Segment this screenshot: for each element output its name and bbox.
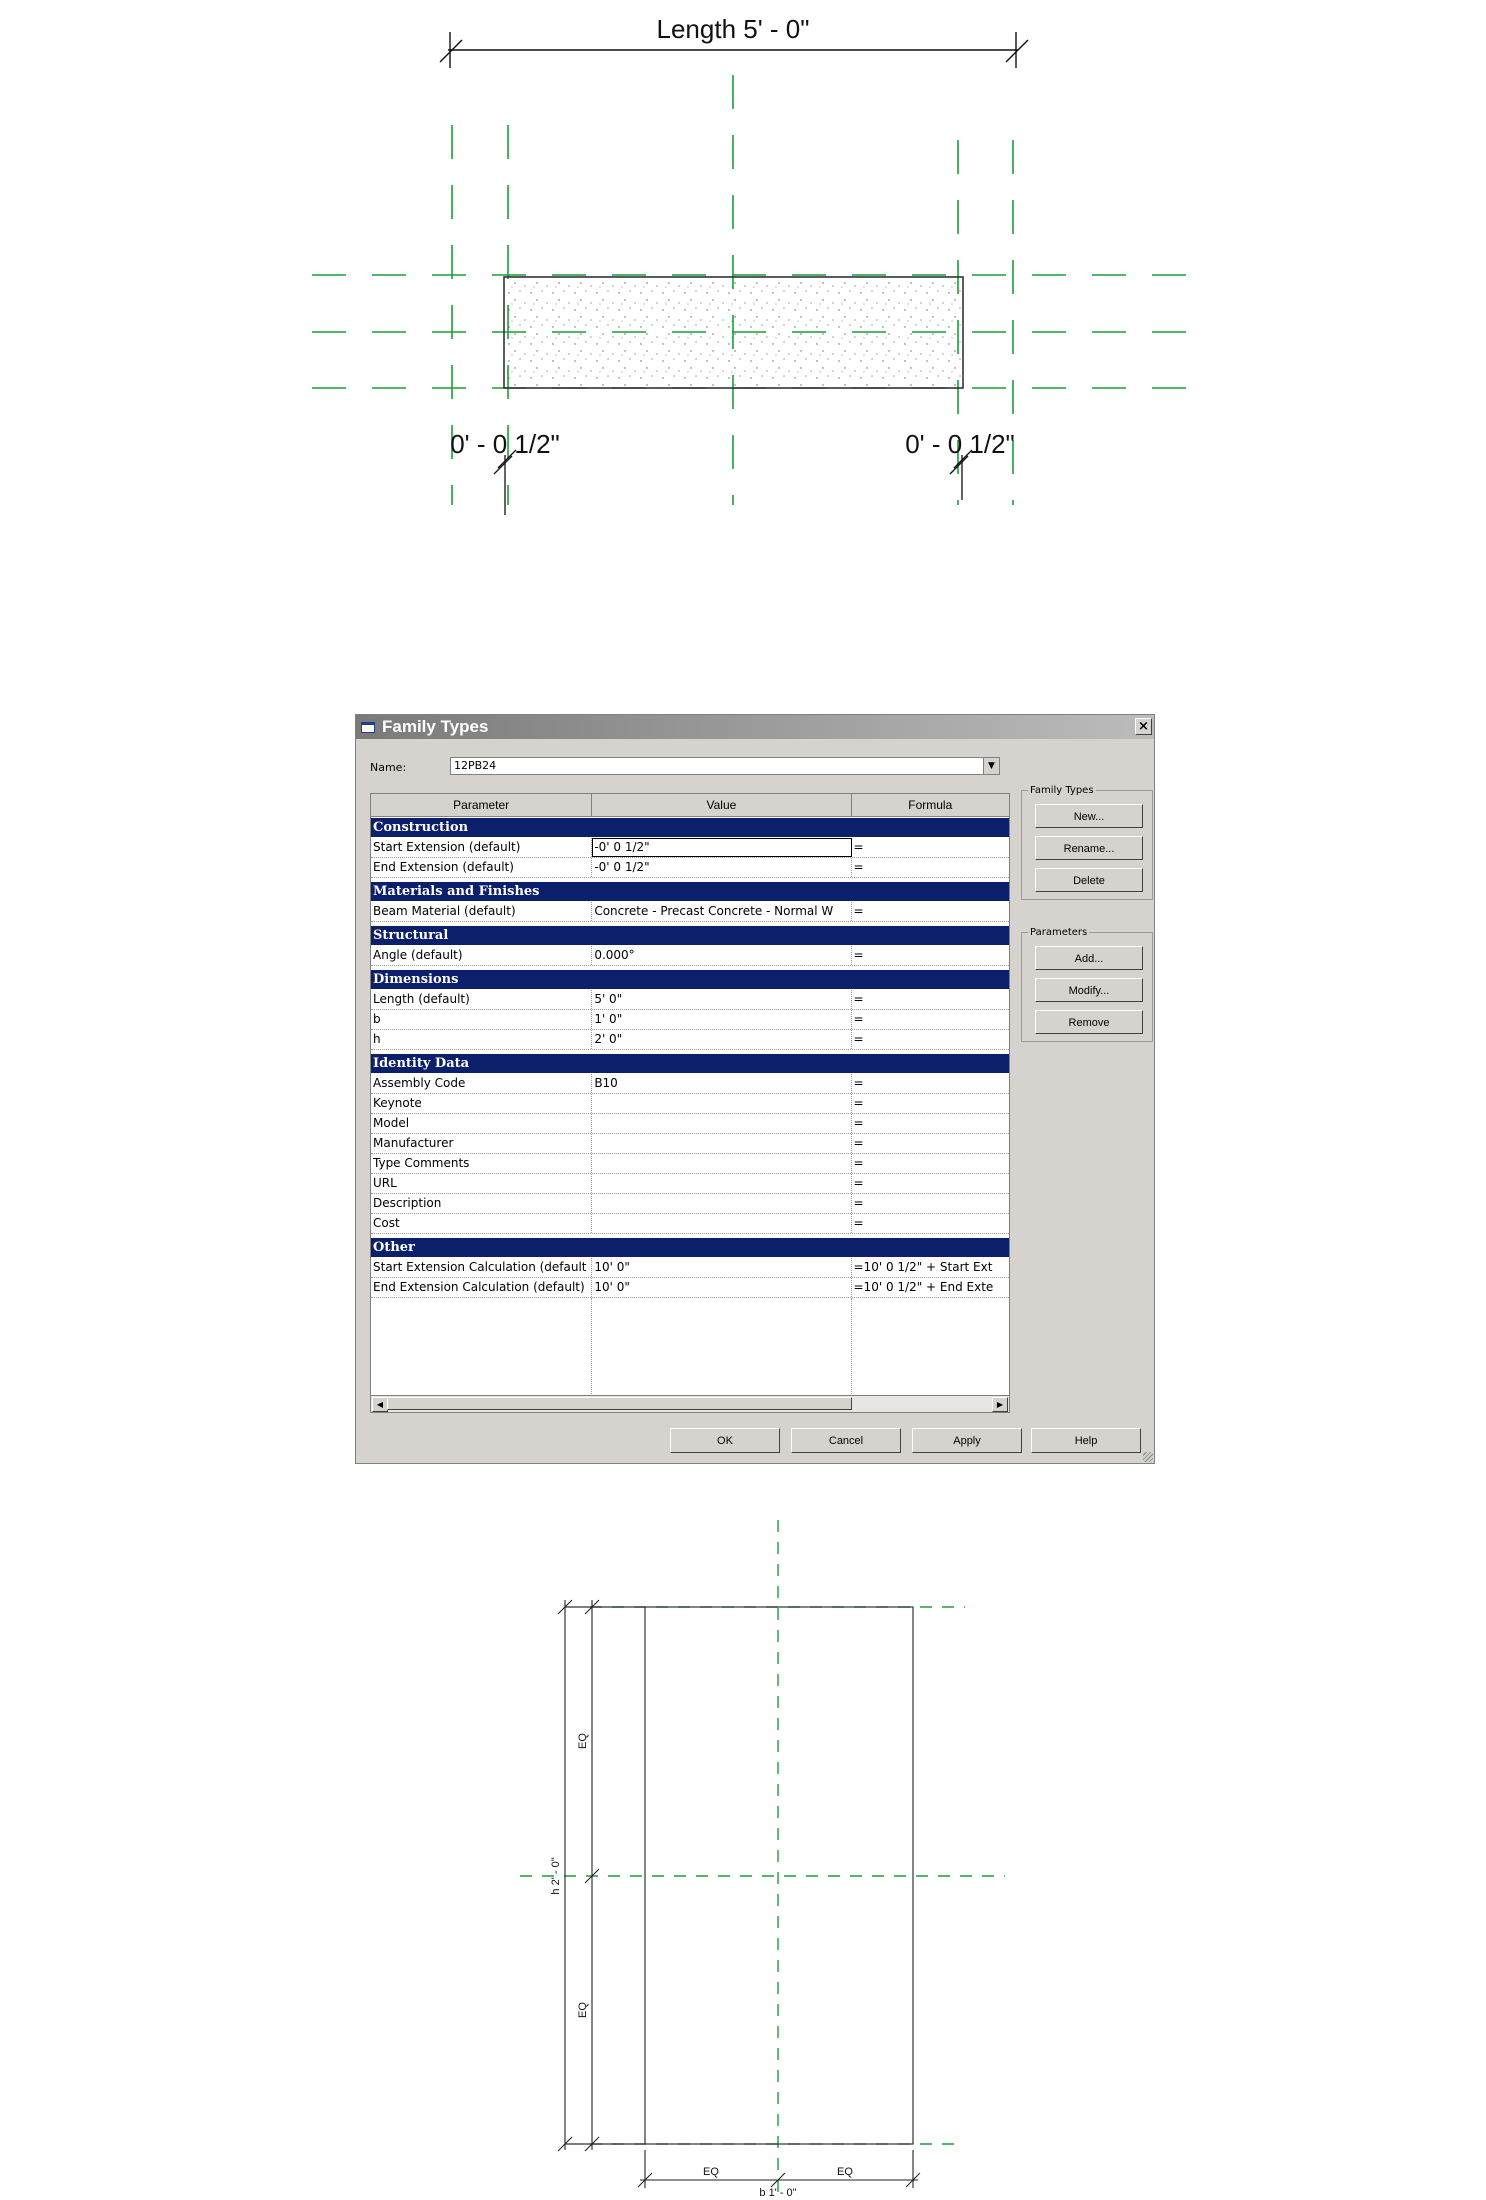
name-value: 12PB24	[454, 759, 497, 772]
value-cell[interactable]	[592, 1094, 851, 1113]
parameter-grid	[370, 793, 1010, 1413]
param-cell: Assembly Code	[371, 1074, 592, 1093]
scroll-right-icon[interactable]: ▶	[992, 1397, 1008, 1412]
formula-cell[interactable]: =	[853, 1032, 864, 1046]
param-cell: Type Comments	[371, 1154, 592, 1173]
value-cell[interactable]	[592, 1174, 851, 1193]
eq-left-label: EQ	[703, 2166, 719, 2178]
width-dimensions	[638, 2150, 920, 2188]
parameters-legend: Parameters	[1030, 927, 1088, 938]
param-cell: URL	[371, 1174, 592, 1193]
horizontal-scrollbar[interactable]	[371, 1395, 1009, 1412]
parameters-group	[1021, 927, 1153, 1042]
delete-type-button[interactable]: Delete	[1035, 868, 1143, 892]
scroll-left-icon[interactable]: ◀	[372, 1397, 388, 1412]
param-cell: End Extension (default)	[371, 858, 592, 877]
dialog-title: Family Types	[382, 717, 489, 736]
window-icon	[361, 722, 375, 733]
value-cell[interactable]: 10' 0"	[592, 1278, 851, 1297]
table-row[interactable]	[371, 1074, 1009, 1094]
formula-cell[interactable]: =	[853, 1136, 864, 1150]
param-cell: Cost	[371, 1214, 592, 1233]
table-row[interactable]	[371, 1030, 1009, 1050]
param-cell: End Extension Calculation (default)	[371, 1278, 592, 1297]
column-header-parameter[interactable]: Parameter	[371, 794, 592, 816]
add-parameter-button[interactable]: Add...	[1035, 946, 1143, 970]
table-row[interactable]	[371, 1194, 1009, 1214]
value-cell[interactable]: -0' 0 1/2"	[592, 858, 851, 877]
formula-cell[interactable]: =	[853, 1216, 864, 1230]
value-cell[interactable]: 2' 0"	[592, 1030, 851, 1049]
end-extension-label: 0' - 0 1/2"	[905, 429, 1015, 459]
table-row[interactable]	[371, 902, 1009, 922]
reference-planes	[520, 1520, 1005, 2200]
value-cell[interactable]: Concrete - Precast Concrete - Normal W	[592, 902, 851, 921]
scrollbar-thumb[interactable]	[387, 1397, 852, 1410]
title-bar[interactable]	[356, 715, 1154, 739]
h-dimension-label: h 2' - 0"	[550, 1857, 562, 1895]
section-view-drawing	[0, 1520, 1486, 2200]
param-cell: Start Extension Calculation (default	[371, 1258, 592, 1277]
table-row[interactable]	[371, 1278, 1009, 1298]
modify-parameter-button[interactable]: Modify...	[1035, 978, 1143, 1002]
table-row[interactable]	[371, 1010, 1009, 1030]
param-cell: b	[371, 1010, 592, 1029]
table-row[interactable]	[371, 1258, 1009, 1278]
param-cell: Start Extension (default)	[371, 838, 592, 857]
start-ext-dimension	[494, 450, 516, 515]
formula-cell[interactable]: =	[853, 904, 864, 918]
column-header-value[interactable]: Value	[592, 794, 851, 816]
value-cell[interactable]: 1' 0"	[592, 1010, 851, 1029]
value-cell[interactable]	[592, 1134, 851, 1153]
param-cell: Beam Material (default)	[371, 902, 592, 921]
table-row[interactable]	[371, 838, 1009, 858]
param-cell: Keynote	[371, 1094, 592, 1113]
value-cell[interactable]: B10	[592, 1074, 851, 1093]
grid-body	[371, 818, 1009, 1404]
chevron-down-icon[interactable]: ▼	[983, 758, 999, 774]
cancel-button[interactable]: Cancel	[791, 1428, 901, 1453]
value-cell[interactable]	[592, 1194, 851, 1213]
family-types-group	[1021, 785, 1153, 900]
formula-cell[interactable]: =10' 0 1/2" + Start Ext	[853, 1260, 993, 1274]
eq-lower-label: EQ	[577, 2002, 589, 2018]
close-button[interactable]: ×	[1135, 718, 1152, 735]
value-cell[interactable]	[592, 1114, 851, 1133]
param-cell: Description	[371, 1194, 592, 1213]
value-cell[interactable]	[592, 1154, 851, 1173]
beam-section	[504, 277, 963, 388]
group-header-identity[interactable]: Identity Data	[371, 1054, 1009, 1074]
table-row[interactable]	[371, 1134, 1009, 1154]
value-cell[interactable]: 0.000°	[592, 946, 851, 965]
plan-view-drawing	[0, 0, 1486, 560]
param-cell: Length (default)	[371, 990, 592, 1009]
grid-empty-area	[371, 1298, 1009, 1404]
value-cell[interactable]: -0' 0 1/2"	[592, 838, 851, 857]
formula-cell[interactable]: =	[853, 840, 864, 854]
value-cell[interactable]: 5' 0"	[592, 990, 851, 1009]
family-types-legend: Family Types	[1030, 785, 1094, 796]
empty-column	[371, 1298, 592, 1404]
formula-cell[interactable]: =	[853, 948, 864, 962]
table-row[interactable]	[371, 946, 1009, 966]
formula-cell[interactable]: =10' 0 1/2" + End Exte	[853, 1280, 994, 1294]
name-label: Name:	[370, 761, 407, 774]
value-cell[interactable]	[592, 1214, 851, 1233]
help-button[interactable]: Help	[1031, 1428, 1141, 1453]
formula-cell[interactable]: =	[853, 1196, 864, 1210]
remove-parameter-button[interactable]: Remove	[1035, 1010, 1143, 1034]
table-row[interactable]	[371, 990, 1009, 1010]
table-row[interactable]	[371, 1114, 1009, 1134]
group-header-construction[interactable]: Construction	[371, 818, 1009, 838]
formula-cell[interactable]: =	[853, 992, 864, 1006]
formula-cell[interactable]: =	[853, 1012, 864, 1026]
table-row[interactable]	[371, 1094, 1009, 1114]
param-cell: Angle (default)	[371, 946, 592, 965]
grid-header	[371, 794, 1009, 817]
param-cell: Manufacturer	[371, 1134, 592, 1153]
empty-column	[852, 1298, 1010, 1404]
length-label: Length 5' - 0"	[656, 14, 810, 44]
new-type-button[interactable]: New...	[1035, 804, 1143, 828]
group-header-dimensions[interactable]: Dimensions	[371, 970, 1009, 990]
eq-right-label: EQ	[837, 2166, 853, 2178]
group-header-structural[interactable]: Structural	[371, 926, 1009, 946]
table-row[interactable]	[371, 1214, 1009, 1234]
resize-grip-icon[interactable]	[1143, 1452, 1153, 1462]
eq-upper-label: EQ	[577, 1733, 589, 1749]
empty-column	[592, 1298, 851, 1404]
formula-cell[interactable]: =	[853, 1076, 864, 1090]
value-cell[interactable]: 10' 0"	[592, 1258, 851, 1277]
apply-button[interactable]: Apply	[912, 1428, 1022, 1453]
formula-cell[interactable]: =	[853, 1176, 864, 1190]
formula-cell[interactable]: =	[853, 1116, 864, 1130]
group-header-other[interactable]: Other	[371, 1238, 1009, 1258]
group-header-materials[interactable]: Materials and Finishes	[371, 882, 1009, 902]
table-row[interactable]	[371, 1174, 1009, 1194]
param-cell: h	[371, 1030, 592, 1049]
formula-cell[interactable]: =	[853, 1096, 864, 1110]
rename-type-button[interactable]: Rename...	[1035, 836, 1143, 860]
formula-cell[interactable]: =	[853, 1156, 864, 1170]
family-types-dialog	[355, 714, 1155, 1464]
param-cell: Model	[371, 1114, 592, 1133]
ok-button[interactable]: OK	[670, 1428, 780, 1453]
table-row[interactable]	[371, 858, 1009, 878]
start-extension-label: 0' - 0 1/2"	[450, 429, 560, 459]
b-dimension-label: b 1' - 0"	[759, 2187, 797, 2199]
column-header-formula[interactable]: Formula	[908, 798, 953, 812]
formula-cell[interactable]: =	[853, 860, 864, 874]
name-dropdown[interactable]	[450, 757, 1000, 775]
table-row[interactable]	[371, 1154, 1009, 1174]
